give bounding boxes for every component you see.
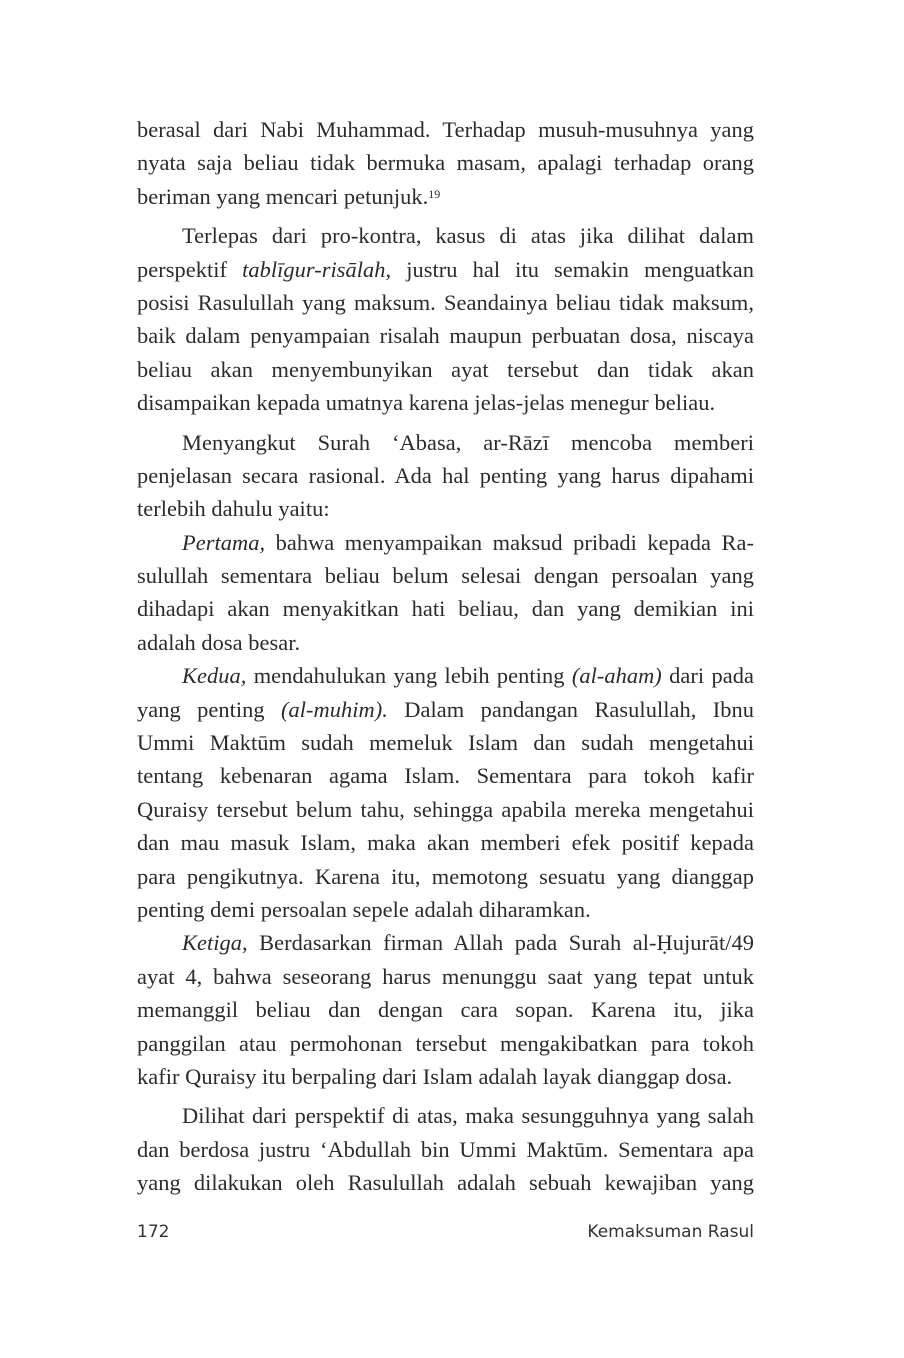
text-line: para pengikutnya. Karena itu, memotong sesuatu yang dianggap	[137, 863, 754, 889]
text-line	[137, 659, 754, 692]
italic-lead: Ketiga,	[182, 930, 248, 956]
text-line: tentang kebenaran agama Islam. Sementara para tokoh kafir	[137, 763, 754, 789]
text-span: Berdasarkan firman Allah pada Surah al-Ḥujurāt/49	[247, 930, 754, 956]
paragraph-4	[137, 526, 754, 660]
paragraph-3	[137, 426, 754, 526]
text-line: beliau akan menyembunyikan ayat tersebut dan tidak akan	[137, 356, 754, 382]
text-line: berasal dari Nabi Muhammad. Terhadap musuh-musuhnya yang	[137, 117, 754, 142]
paragraph-2	[137, 219, 754, 419]
text-line: penting demi persoalan sepele adalah diharamkan.	[137, 896, 591, 922]
text-line: dan berdosa justru ‘Abdullah bin Ummi Maktūm. Sementara apa	[137, 1136, 754, 1162]
text-line	[137, 180, 754, 213]
text-line: panggilan atau permohonan tersebut mengakibatkan para tokoh	[137, 1030, 754, 1056]
italic-lead: Kedua,	[182, 663, 247, 689]
text-span: yang penting	[137, 696, 282, 722]
italic-term: tablīgur-risālah,	[242, 256, 392, 282]
footnote-reference: 19	[428, 186, 441, 201]
text-line: memanggil beliau dan dengan cara sopan. Karena itu, jika	[137, 997, 754, 1023]
italic-term: (al-aham)	[571, 663, 662, 689]
italic-term: (al-muhim).	[281, 696, 388, 722]
text-line: sulullah sementara beliau belum selesai dengan persoalan yang	[137, 563, 754, 589]
text-span: dari pada	[661, 663, 754, 689]
text-line: posisi Rasulullah yang maksum. Seandainya beliau tidak maksum,	[137, 289, 754, 315]
text-span: perspektif	[137, 256, 243, 282]
text-line: penjelasan secara rasional. Ada hal penting yang harus dipahami	[137, 462, 754, 488]
paragraph-1	[137, 113, 754, 213]
text-line: Dilihat dari perspektif di atas, maka sesungguhnya yang salah	[182, 1103, 754, 1129]
text-span: justru hal itu semakin menguatkan	[391, 256, 754, 282]
page-number: 172	[137, 1222, 170, 1242]
text-line	[137, 526, 754, 559]
italic-lead: Pertama,	[182, 529, 266, 555]
text-line	[137, 253, 754, 286]
text-line	[137, 693, 754, 726]
text-line: terlebih dahulu yaitu:	[137, 496, 330, 522]
text-line	[137, 926, 754, 959]
body-text	[137, 113, 754, 1200]
text-line: dihadapi akan menyakitkan hati beliau, dan yang demikian ini	[137, 596, 754, 622]
text-line: Ummi Maktūm sudah memeluk Islam dan sudah mengetahui	[137, 730, 754, 756]
text-line: kafir Quraisy itu berpaling dari Islam adalah layak dianggap dosa.	[137, 1063, 733, 1089]
paragraph-7	[137, 1099, 754, 1199]
text-line: adalah dosa besar.	[137, 629, 301, 655]
text-line: ayat 4, bahwa seseorang harus menunggu saat yang tepat untuk	[137, 963, 754, 989]
text-line: baik dalam penyampaian risalah maupun perbuatan dosa, niscaya	[137, 323, 754, 349]
text-span: bahwa menyampaikan maksud pribadi kepada Ra-	[265, 529, 754, 555]
text-line: disampaikan kepada umatnya karena jelas-jelas menegur beliau.	[137, 390, 716, 416]
text-line: dan mau masuk Islam, maka akan memberi efek positif kepada	[137, 830, 754, 856]
text-line: Quraisy tersebut belum tahu, sehingga apabila mereka mengetahui	[137, 796, 754, 822]
paragraph-5	[137, 659, 754, 926]
running-title: Kemaksuman Rasul	[587, 1222, 754, 1242]
paragraph-6	[137, 926, 754, 1093]
text-span: beriman yang mencari petunjuk.	[137, 183, 429, 209]
text-line: Terlepas dari pro-kontra, kasus di atas jika dilihat dalam	[182, 223, 754, 249]
text-line: yang dilakukan oleh Rasulullah adalah sebuah kewajiban yang	[137, 1170, 754, 1196]
text-span: Dalam pandangan Rasulullah, Ibnu	[387, 696, 754, 722]
text-line: Menyangkut Surah ‘Abasa, ar-Rāzī mencoba memberi	[182, 429, 754, 455]
text-span: mendahulukan yang lebih penting	[246, 663, 572, 689]
text-line: nyata saja beliau tidak bermuka masam, apalagi terhadap orang	[137, 150, 754, 176]
